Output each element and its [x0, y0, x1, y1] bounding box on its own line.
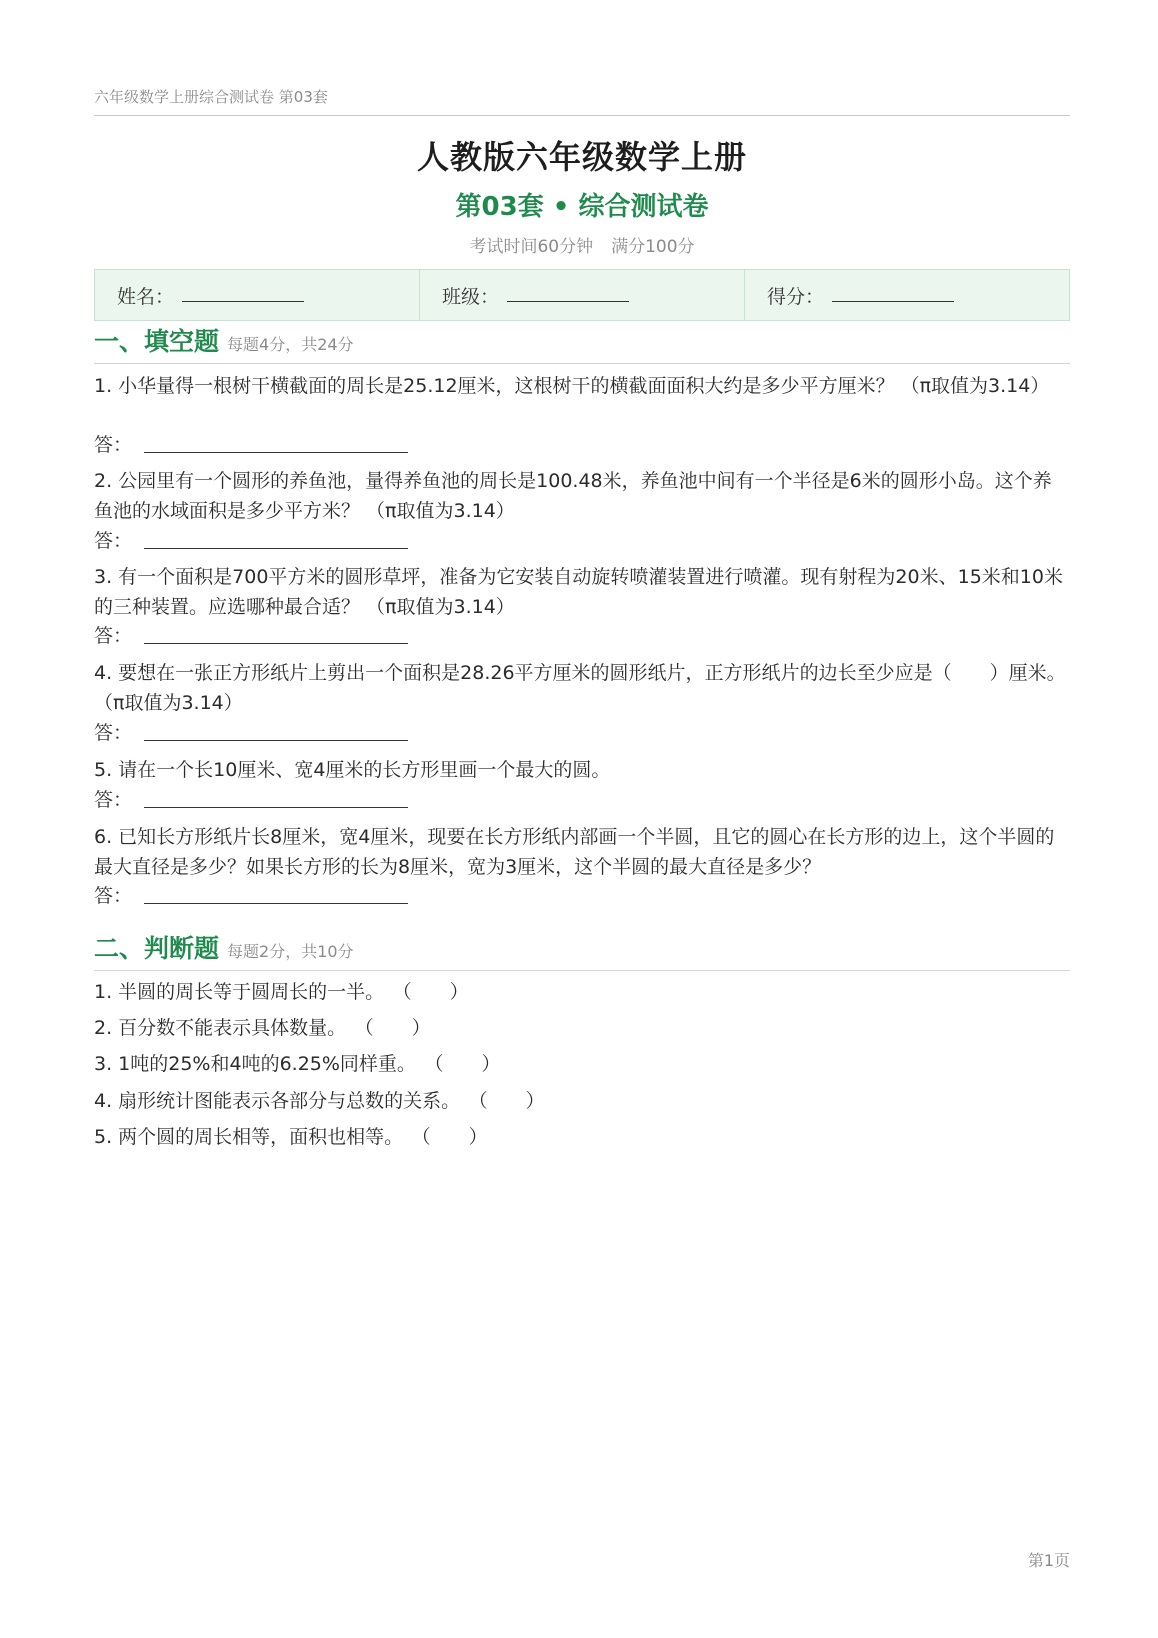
judge-item-3	[94, 1049, 500, 1079]
name-cell	[95, 270, 419, 320]
section-true-false-title: 二、判断题	[94, 934, 220, 963]
score-field[interactable]	[832, 301, 954, 302]
header-divider	[94, 115, 1070, 116]
judge-item-1	[94, 977, 469, 1007]
judge-text-2: 2. 百分数不能表示具体数量。	[94, 1017, 347, 1039]
exam-page	[94, 0, 1070, 1638]
question-5: 5. 请在一个长10厘米、宽4厘米的长方形里画一个最大的圆。	[94, 759, 611, 781]
question-4: 4. 要想在一张正方形纸片上剪出一个面积是28.26平方厘米的圆形纸片，正方形纸片的边长至少应是（ ）厘米。 （π取值为3.14）	[94, 662, 1066, 714]
page-subtitle: 第03套 • 综合测试卷	[455, 192, 709, 222]
answer-line-6[interactable]	[144, 903, 408, 904]
answer-row-2	[94, 526, 408, 556]
answer-label: 答：	[94, 434, 133, 456]
answer-label: 答：	[94, 530, 133, 552]
judge-answer-2[interactable]: （ ）	[364, 1017, 431, 1039]
exam-time: 考试时间60分钟	[469, 237, 594, 257]
score-cell	[744, 270, 1069, 320]
judge-answer-4[interactable]: （ ）	[478, 1090, 545, 1112]
question-3: 3. 有一个面积是700平方米的圆形草坪，准备为它安装自动旋转喷灌装置进行喷灌。现有射程为20米、15米和10米的三种装置。应选哪种最合适？ （π取值为3.14）	[94, 566, 1063, 618]
answer-row-5	[94, 785, 408, 815]
answer-line-5[interactable]	[144, 807, 408, 808]
section-true-false-divider	[94, 970, 1070, 971]
student-info-table	[94, 269, 1070, 321]
judge-text-4: 4. 扇形统计图能表示各部分与总数的关系。	[94, 1090, 461, 1112]
answer-row-4	[94, 718, 408, 748]
score-label: 得分：	[767, 285, 825, 308]
section-fill-blank-header	[94, 322, 1070, 358]
exam-full-score: 满分100分	[611, 237, 695, 257]
answer-label: 答：	[94, 885, 133, 907]
judge-answer-1[interactable]: （ ）	[402, 981, 469, 1003]
judge-text-5: 5. 两个圆的周长相等，面积也相等。	[94, 1126, 404, 1148]
answer-label: 答：	[94, 789, 133, 811]
judge-answer-5[interactable]: （ ）	[421, 1126, 488, 1148]
name-label: 姓名：	[117, 285, 175, 308]
class-label: 班级：	[442, 285, 500, 308]
answer-label: 答：	[94, 722, 133, 744]
section-true-false-header	[94, 929, 1070, 965]
answer-row-3	[94, 621, 408, 651]
answer-row-6	[94, 881, 408, 911]
judge-text-3: 3. 1吨的25%和4吨的6.25%同样重。	[94, 1053, 416, 1075]
running-header: 六年级数学上册综合测试卷 第03套	[94, 88, 328, 106]
answer-line-1[interactable]	[144, 452, 408, 453]
question-6: 6. 已知长方形纸片长8厘米，宽4厘米，现要在长方形纸内部画一个半圆，且它的圆心在长方形的边上，这个半圆的最大直径是多少？如果长方形的长为8厘米，宽为3厘米，这个半圆的最大直径是多少？	[94, 826, 1055, 878]
class-field[interactable]	[507, 301, 629, 302]
judge-text-1: 1. 半圆的周长等于圆周长的一半。	[94, 981, 385, 1003]
answer-row-1	[94, 430, 408, 460]
section-fill-blank-title: 一、填空题	[94, 327, 220, 356]
answer-line-2[interactable]	[144, 548, 408, 549]
section-fill-blank-divider	[94, 363, 1070, 364]
section-fill-blank-note: 每题4分，共24分	[227, 335, 354, 354]
answer-line-4[interactable]	[144, 740, 408, 741]
answer-label: 答：	[94, 625, 133, 647]
name-field[interactable]	[182, 301, 304, 302]
judge-answer-3[interactable]: （ ）	[433, 1053, 501, 1075]
question-1: 1. 小华量得一根树干横截面的周长是25.12厘米，这根树干的横截面面积大约是多少平方厘米？ （π取值为3.14）	[94, 375, 1050, 397]
judge-item-5	[94, 1122, 488, 1152]
class-cell	[419, 270, 744, 320]
judge-item-4	[94, 1086, 545, 1116]
question-2: 2. 公园里有一个圆形的养鱼池，量得养鱼池的周长是100.48米，养鱼池中间有一个半径是6米的圆形小岛。这个养鱼池的水域面积是多少平方米？ （π取值为3.14）	[94, 470, 1052, 522]
exam-info	[94, 232, 1070, 257]
page-title: 人教版六年级数学上册	[416, 138, 747, 176]
page-number: 第1页	[1027, 1551, 1070, 1570]
section-true-false-note: 每题2分，共10分	[227, 942, 354, 961]
answer-line-3[interactable]	[144, 643, 408, 644]
judge-item-2	[94, 1013, 431, 1043]
